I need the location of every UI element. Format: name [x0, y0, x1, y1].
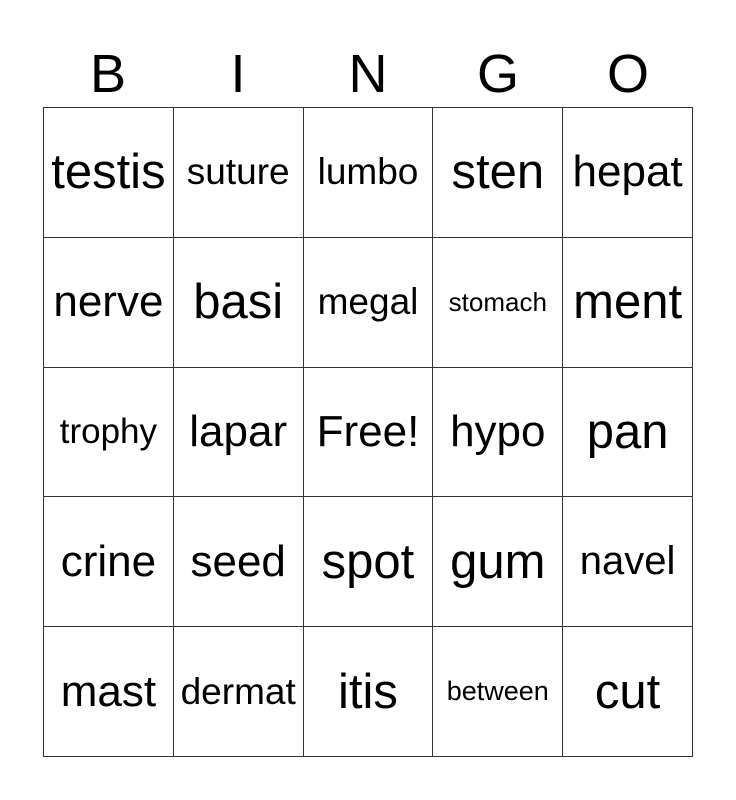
bingo-cell[interactable]: megal [304, 238, 434, 368]
header-letter-i: I [230, 44, 246, 104]
bingo-cell[interactable]: basi [174, 238, 304, 368]
bingo-cell[interactable]: pan [563, 368, 693, 498]
bingo-cell[interactable]: mast [44, 627, 174, 757]
bingo-cell[interactable]: spot [304, 497, 434, 627]
bingo-cell[interactable]: trophy [44, 368, 174, 498]
bingo-board [43, 107, 693, 757]
header-letter-o: O [606, 44, 649, 104]
header-letter-g: G [476, 44, 519, 104]
bingo-cell[interactable]: hepat [563, 108, 693, 238]
bingo-cell[interactable]: cut [563, 627, 693, 757]
bingo-cell[interactable]: lapar [174, 368, 304, 498]
header-letter-b: B [89, 44, 127, 104]
bingo-cell[interactable]: itis [304, 627, 434, 757]
bingo-cell[interactable]: stomach [433, 238, 563, 368]
bingo-cell[interactable]: gum [433, 497, 563, 627]
bingo-cell[interactable]: testis [44, 108, 174, 238]
bingo-header [43, 40, 693, 108]
bingo-cell[interactable]: suture [174, 108, 304, 238]
bingo-cell[interactable]: hypo [433, 368, 563, 498]
bingo-cell[interactable]: navel [563, 497, 693, 627]
bingo-cell[interactable]: crine [44, 497, 174, 627]
bingo-cell[interactable]: nerve [44, 238, 174, 368]
bingo-cell[interactable]: between [433, 627, 563, 757]
bingo-cell[interactable]: dermat [174, 627, 304, 757]
bingo-cell[interactable]: ment [563, 238, 693, 368]
header-letter-n: N [348, 44, 388, 104]
free-space-cell[interactable]: Free! [304, 368, 434, 498]
bingo-cell[interactable]: seed [174, 497, 304, 627]
bingo-cell[interactable]: sten [433, 108, 563, 238]
bingo-cell[interactable]: lumbo [304, 108, 434, 238]
